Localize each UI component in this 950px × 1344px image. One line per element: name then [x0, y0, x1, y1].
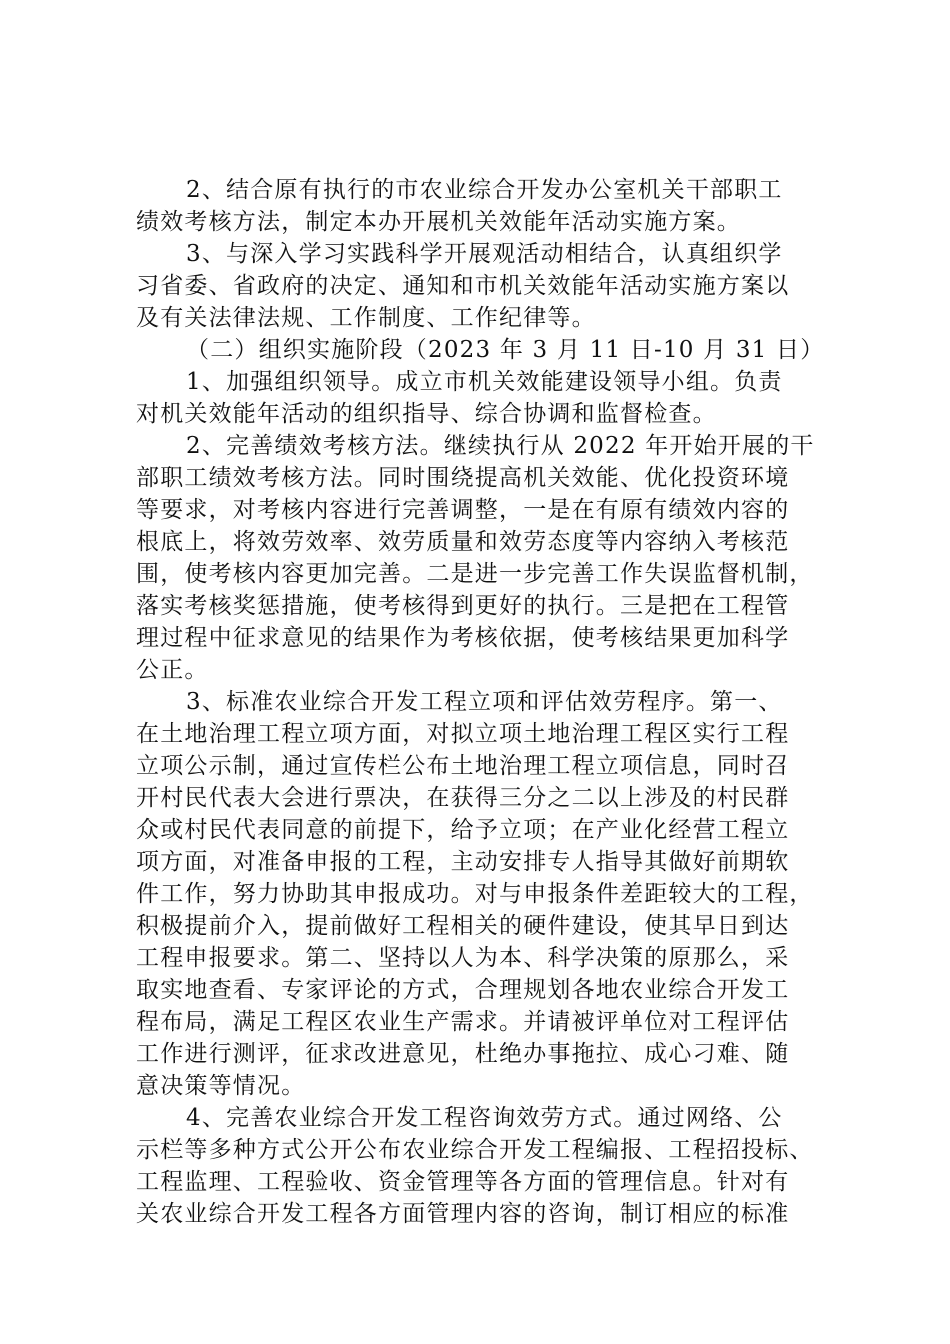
- text-line: 4、完善农业综合开发工程咨询效劳方式。通过网络、公: [186, 1105, 783, 1131]
- text-line: 开村民代表大会进行票决，在获得三分之二以上涉及的村民群: [136, 785, 790, 811]
- text-line: 意决策等情况。: [136, 1073, 306, 1099]
- text-line: 对机关效能年活动的组织指导、综合协调和监督检查。: [136, 401, 717, 427]
- text-line: 1、加强组织领导。成立市机关效能建设领导小组。负责: [186, 369, 783, 395]
- text-line: 工程申报要求。第二、坚持以人为本、科学决策的原那么，采: [136, 945, 790, 971]
- text-line: 工程监理、工程验收、资金管理等各方面的管理信息。针对有: [136, 1169, 790, 1195]
- text-line: 及有关法律法规、工作制度、工作纪律等。: [136, 305, 596, 331]
- text-line: 积极提前介入，提前做好工程相关的硬件建设，使其早日到达: [136, 913, 790, 939]
- text-line: 2、完善绩效考核方法。继续执行从 2022 年开始开展的干: [186, 433, 815, 459]
- text-line: 程布局，满足工程区农业生产需求。并请被评单位对工程评估: [136, 1009, 790, 1035]
- text-line: 3、与深入学习实践科学开展观活动相结合，认真组织学: [186, 241, 783, 267]
- text-line: 公正。: [136, 657, 209, 683]
- text-line: 项方面，对准备申报的工程，主动安排专人指导其做好前期软: [136, 849, 790, 875]
- text-line: 理过程中征求意见的结果作为考核依据，使考核结果更加科学: [136, 625, 790, 651]
- text-line: 习省委、省政府的决定、通知和市机关效能年活动实施方案以: [136, 273, 790, 299]
- text-line: 绩效考核方法，制定本办开展机关效能年活动实施方案。: [136, 209, 741, 235]
- text-line: 示栏等多种方式公开公布农业综合开发工程编报、工程招投标、: [136, 1137, 814, 1163]
- text-line: 部职工绩效考核方法。同时围绕提高机关效能、优化投资环境: [136, 465, 790, 491]
- text-line: 件工作，努力协助其申报成功。对与申报条件差距较大的工程，: [136, 881, 814, 907]
- section-heading: （二）组织实施阶段（2023 年 3 月 11 日-10 月 31 日）: [186, 337, 825, 363]
- text-line: 围，使考核内容更加完善。二是进一步完善工作失误监督机制，: [136, 561, 814, 587]
- text-line: 众或村民代表同意的前提下，给予立项；在产业化经营工程立: [136, 817, 790, 843]
- text-line: 工作进行测评，征求改进意见，杜绝办事拖拉、成心刁难、随: [136, 1041, 790, 1067]
- text-line: 落实考核奖惩措施，使考核得到更好的执行。三是把在工程管: [136, 593, 790, 619]
- text-line: 2、结合原有执行的市农业综合开发办公室机关干部职工: [186, 177, 783, 203]
- text-line: 3、标准农业综合开发工程立项和评估效劳程序。第一、: [186, 689, 783, 715]
- text-line: 等要求，对考核内容进行完善调整，一是在有原有绩效内容的: [136, 497, 790, 523]
- text-line: 立项公示制，通过宣传栏公布土地治理工程立项信息，同时召: [136, 753, 790, 779]
- text-line: 取实地查看、专家评论的方式，合理规划各地农业综合开发工: [136, 977, 790, 1003]
- text-line: 关农业综合开发工程各方面管理内容的咨询，制订相应的标准: [136, 1201, 790, 1227]
- text-line: 在土地治理工程立项方面，对拟立项土地治理工程区实行工程: [136, 721, 790, 747]
- text-line: 根底上，将效劳效率、效劳质量和效劳态度等内容纳入考核范: [136, 529, 790, 555]
